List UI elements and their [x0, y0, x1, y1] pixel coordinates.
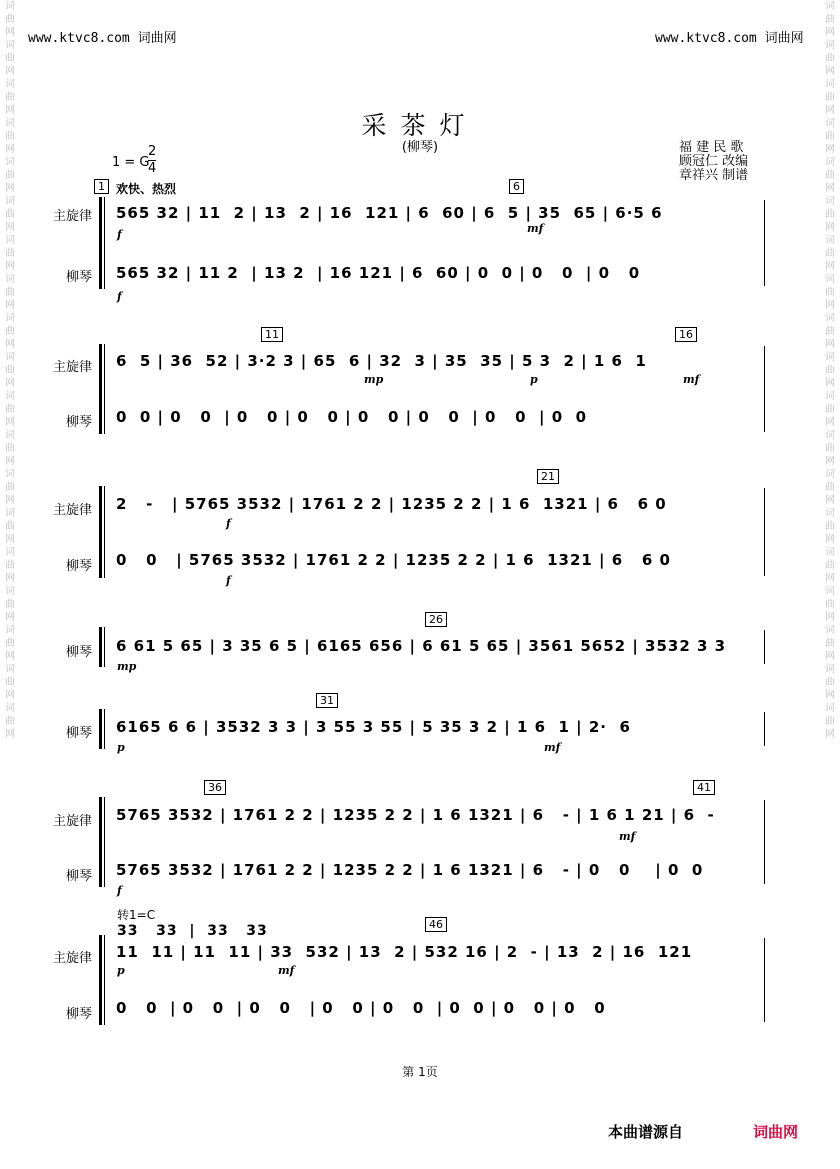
- notation-liuqin: 6165 6 6 | 3532 3 3 | 3 55 3 55 | 5 35 3 2 | 1 6 1 | 2· 6: [116, 718, 631, 736]
- dynamic-marking: f: [117, 228, 122, 241]
- system-brace: [99, 797, 105, 887]
- dynamic-marking: p: [530, 373, 538, 386]
- instrument-label-melody: 主旋律: [52, 360, 92, 375]
- notation-liuqin: 0 0 | 5765 3532 | 1761 2 2 | 1235 2 2 | 1 6 1321 | 6 6 0: [116, 551, 671, 569]
- system-brace: [99, 935, 105, 1025]
- measure-number: 31: [316, 693, 338, 708]
- final-barline: [764, 346, 765, 432]
- credit-arranger: 顾冠仁 改编: [679, 154, 749, 169]
- credits: [679, 141, 748, 183]
- score-title: 采茶灯: [361, 111, 479, 140]
- instrument-label-liuqin: 柳琴: [65, 726, 92, 741]
- instrument-label-liuqin: 柳琴: [65, 559, 92, 574]
- modulation-marking: 转1=C: [117, 908, 156, 922]
- dynamic-marking: mf: [619, 830, 636, 843]
- score-subtitle: (柳琴): [401, 140, 439, 155]
- credit-origin: 福 建 民 歌: [679, 140, 744, 155]
- notation-liuqin: 5765 3532 | 1761 2 2 | 1235 2 2 | 1 6 1321 | 6 - | 0 0 | 0 0: [116, 861, 704, 879]
- final-barline: [764, 200, 765, 286]
- instrument-label-liuqin: 柳琴: [65, 415, 92, 430]
- time-sig-bottom: 4: [148, 161, 157, 176]
- dynamic-marking: f: [226, 574, 231, 587]
- measure-number: 41: [693, 780, 715, 795]
- notation-liuqin: 6 61 5 65 | 3 35 6 5 | 6165 656 | 6 61 5 65 | 3561 5652 | 3532 3 3: [116, 637, 727, 655]
- measure-number: 1: [94, 179, 109, 194]
- measure-number: 46: [425, 917, 447, 932]
- footer-source-site[interactable]: 词曲网: [753, 1123, 799, 1141]
- instrument-label-liuqin: 柳琴: [65, 270, 92, 285]
- header-site-right[interactable]: www.ktvc8.com 词曲网: [655, 31, 804, 46]
- key-signature: 1 = G: [112, 155, 150, 170]
- instrument-label-melody: 主旋律: [52, 951, 92, 966]
- final-barline: [764, 488, 765, 576]
- measure-number: 26: [425, 612, 447, 627]
- system-brace: [99, 197, 105, 289]
- time-sig-top: 2: [148, 144, 157, 159]
- dynamic-marking: f: [226, 517, 231, 530]
- instrument-label-melody: 主旋律: [52, 209, 92, 224]
- dynamic-marking: p: [117, 964, 125, 977]
- notation-liuqin: 565 32 | 11 2 | 13 2 | 16 121 | 6 60 | 0 0 | 0 0 | 0 0: [116, 264, 641, 282]
- measure-number: 21: [537, 469, 559, 484]
- system-brace: [99, 709, 105, 749]
- instrument-label-melody: 主旋律: [52, 503, 92, 518]
- measure-number: 11: [261, 327, 283, 342]
- instrument-label-liuqin: 柳琴: [65, 869, 92, 884]
- credit-transcriber: 章祥兴 制谱: [679, 168, 749, 183]
- final-barline: [764, 800, 765, 884]
- tempo-marking: 欢快、热烈: [116, 182, 177, 196]
- dynamic-marking: mf: [683, 373, 700, 386]
- upper-voice-notes: 33 33 | 33 33: [117, 923, 268, 939]
- final-barline: [764, 712, 765, 746]
- system-brace: [99, 486, 105, 578]
- dynamic-marking: mp: [117, 660, 137, 673]
- notation-melody: 5765 3532 | 1761 2 2 | 1235 2 2 | 1 6 1321 | 6 - | 1 6 1 21 | 6 -: [116, 806, 715, 824]
- notation-melody: 11 11 | 11 11 | 33 532 | 13 2 | 532 16 | 2 - | 13 2 | 16 121: [116, 943, 693, 961]
- system-brace: [99, 344, 105, 434]
- instrument-label-liuqin: 柳琴: [65, 645, 92, 660]
- header-site-left[interactable]: www.ktvc8.com 词曲网: [28, 31, 177, 46]
- measure-number: 36: [204, 780, 226, 795]
- dynamic-marking: p: [117, 741, 125, 754]
- notation-liuqin: 0 0 | 0 0 | 0 0 | 0 0 | 0 0 | 0 0 | 0 0 | 0 0: [116, 408, 588, 426]
- notation-melody: 2 - | 5765 3532 | 1761 2 2 | 1235 2 2 | 1 6 1321 | 6 6 0: [116, 495, 667, 513]
- final-barline: [764, 630, 765, 664]
- notation-melody: 6 5 | 36 52 | 3·2 3 | 65 6 | 32 3 | 35 35 | 5 3 2 | 1 6 1: [116, 352, 647, 370]
- time-signature: [148, 144, 156, 177]
- side-watermark-left: 词曲网词曲网词曲网词曲网词曲网词曲网词曲网词曲网词曲网词曲网词曲网词曲网词曲网词曲网词曲网词曲网词曲网词曲网词曲网: [5, 1, 15, 740]
- dynamic-marking: mf: [544, 741, 561, 754]
- dynamic-marking: f: [117, 884, 122, 897]
- measure-number: 16: [675, 327, 697, 342]
- side-watermark-right: 词曲网词曲网词曲网词曲网词曲网词曲网词曲网词曲网词曲网词曲网词曲网词曲网词曲网词曲网词曲网词曲网词曲网词曲网词曲网: [825, 1, 835, 740]
- dynamic-marking: mf: [278, 964, 295, 977]
- measure-number: 6: [509, 179, 524, 194]
- notation-liuqin: 0 0 | 0 0 | 0 0 | 0 0 | 0 0 | 0 0 | 0 0 | 0 0: [116, 999, 606, 1017]
- dynamic-marking: mf: [527, 222, 544, 235]
- page-number: 第 1页: [402, 1065, 438, 1079]
- system-brace: [99, 627, 105, 667]
- final-barline: [764, 938, 765, 1022]
- instrument-label-liuqin: 柳琴: [65, 1007, 92, 1022]
- instrument-label-melody: 主旋律: [52, 814, 92, 829]
- dynamic-marking: f: [117, 290, 122, 303]
- notation-melody: 565 32 | 11 2 | 13 2 | 16 121 | 6 60 | 6 5 | 35 65 | 6·5 6: [116, 204, 663, 222]
- footer-source-label: 本曲谱源自: [608, 1123, 684, 1141]
- dynamic-marking: mp: [364, 373, 384, 386]
